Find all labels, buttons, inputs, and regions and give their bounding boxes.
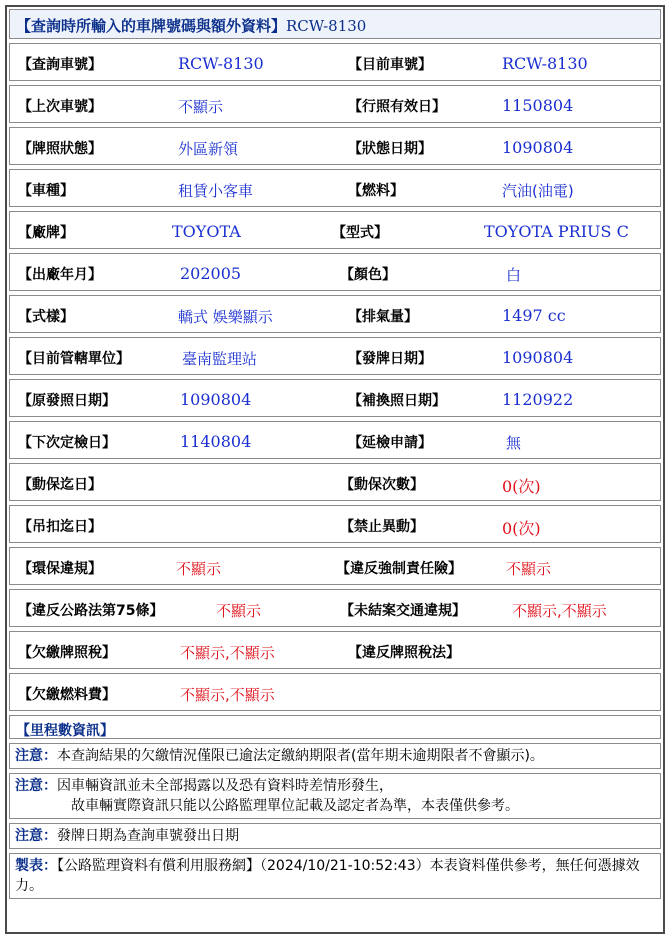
row-original-issue-date xyxy=(9,379,661,417)
value-color: 白 xyxy=(506,266,522,284)
note-tabulation xyxy=(9,853,661,899)
row-suspension xyxy=(9,505,661,543)
label-unpaid-fuel-fee: 【欠繳燃料費】 xyxy=(18,687,116,703)
label-vehicle-type: 【車種】 xyxy=(18,183,74,199)
value-environment-violation: 不顯示 xyxy=(176,560,222,578)
row-highway-law xyxy=(9,589,661,627)
row-body-style xyxy=(9,295,661,333)
label-open-traffic-violations: 【未結案交通違規】 xyxy=(340,603,466,619)
value-brand: TOYOTA xyxy=(172,222,241,241)
row-environment-violation xyxy=(9,547,661,585)
row-unpaid-license-tax xyxy=(9,631,661,669)
row-query-plate xyxy=(9,43,661,81)
value-issue-date: 1090804 xyxy=(502,348,574,367)
label-previous-plate: 【上次車號】 xyxy=(18,99,102,115)
row-vehicle-type xyxy=(9,169,661,207)
label-chattel-mortgage-count: 【動保次數】 xyxy=(340,477,424,493)
row-brand xyxy=(9,211,661,249)
label-reissue-date: 【補換照日期】 xyxy=(348,393,446,409)
label-original-issue-date: 【原發照日期】 xyxy=(18,393,116,409)
note-disclosure-text: 因車輛資訊並未全部揭露以及恐有資料時差情形發生， xyxy=(57,778,393,794)
note-disclosure-prefix: 注意： xyxy=(15,778,57,794)
value-chattel-mortgage-count: 0(次) xyxy=(502,477,541,496)
label-license-valid-date: 【行照有效日】 xyxy=(348,99,446,115)
label-body-style: 【式樣】 xyxy=(18,309,74,325)
note-overdue-prefix: 注意： xyxy=(15,748,57,764)
report-title-bar xyxy=(9,9,661,39)
label-license-tax-violation: 【違反牌照稅法】 xyxy=(348,645,460,661)
label-displacement: 【排氣量】 xyxy=(348,309,418,325)
value-reissue-date: 1120922 xyxy=(502,390,574,409)
label-insurance-violation: 【違反強制責任險】 xyxy=(336,561,462,577)
row-next-inspection xyxy=(9,421,661,459)
value-inspection-extension: 無 xyxy=(506,434,522,452)
note-issue-date xyxy=(9,823,661,849)
value-highway-law-75: 不顯示 xyxy=(216,602,262,620)
value-jurisdiction: 臺南監理站 xyxy=(182,350,258,368)
label-brand: 【廠牌】 xyxy=(18,225,74,241)
row-manufacture-date xyxy=(9,253,661,291)
note-issue-date-prefix: 注意： xyxy=(15,828,57,844)
note-disclosure xyxy=(9,773,661,819)
value-displacement: 1497 cc xyxy=(502,306,566,325)
note-tabulation-prefix: 製表： xyxy=(15,858,57,874)
label-highway-law-75: 【違反公路法第75條】 xyxy=(18,603,164,619)
label-query-plate: 【查詢車號】 xyxy=(18,57,102,73)
vehicle-report-panel xyxy=(5,5,665,934)
value-current-plate: RCW-8130 xyxy=(502,54,588,73)
row-previous-plate xyxy=(9,85,661,123)
value-vehicle-type: 租賃小客車 xyxy=(178,182,254,200)
report-title-label: 【查詢時所輸入的車牌號碼與額外資料】 xyxy=(16,17,287,35)
value-insurance-violation: 不顯示 xyxy=(506,560,552,578)
label-fuel: 【燃料】 xyxy=(348,183,404,199)
note-issue-date-text: 發牌日期為查詢車號發出日期 xyxy=(57,828,239,844)
report-title-plate: RCW-8130 xyxy=(286,17,367,35)
label-transfer-ban: 【禁止異動】 xyxy=(340,519,424,535)
note-tabulation-text: 【公路監理資料有償利用服務網】（2024/10/21-10:52:43）本表資料僅供參考，無任何憑據效力。 xyxy=(15,858,640,894)
row-plate-status xyxy=(9,127,661,165)
note-disclosure-text-2: 故車輛實際資訊只能以公路監理單位記載及認定者為準，本表僅供參考。 xyxy=(71,798,519,814)
row-jurisdiction xyxy=(9,337,661,375)
label-unpaid-license-tax: 【欠繳牌照稅】 xyxy=(18,645,116,661)
label-next-inspection: 【下次定檢日】 xyxy=(18,435,116,451)
label-plate-status: 【牌照狀態】 xyxy=(18,141,102,157)
value-fuel: 汽油(油電) xyxy=(502,182,574,200)
value-next-inspection: 1140804 xyxy=(180,432,252,451)
label-inspection-extension: 【延檢申請】 xyxy=(348,435,432,451)
label-model: 【型式】 xyxy=(332,225,388,241)
row-chattel-mortgage xyxy=(9,463,661,501)
label-issue-date: 【發牌日期】 xyxy=(348,351,432,367)
note-overdue xyxy=(9,743,661,769)
label-current-plate: 【目前車號】 xyxy=(348,57,432,73)
value-unpaid-license-tax: 不顯示,不顯示 xyxy=(180,644,275,662)
report-title xyxy=(16,15,366,36)
label-jurisdiction: 【目前管轄單位】 xyxy=(18,351,130,367)
label-suspension-end: 【吊扣迄日】 xyxy=(18,519,102,535)
value-original-issue-date: 1090804 xyxy=(180,390,252,409)
value-manufacture-date: 202005 xyxy=(180,264,242,283)
label-chattel-mortgage-end: 【動保迄日】 xyxy=(18,477,102,493)
mileage-section-title: 【里程數資訊】 xyxy=(16,723,114,739)
row-unpaid-fuel-fee xyxy=(9,673,661,711)
note-overdue-text: 本查詢結果的欠繳情況僅限已逾法定繳納期限者(當年期未逾期限者不會顯示)。 xyxy=(57,748,544,764)
value-plate-status: 外區新領 xyxy=(178,140,239,158)
label-environment-violation: 【環保違規】 xyxy=(18,561,102,577)
value-previous-plate: 不顯示 xyxy=(178,98,224,116)
value-unpaid-fuel-fee: 不顯示,不顯示 xyxy=(180,686,275,704)
value-model: TOYOTA PRIUS C xyxy=(484,222,629,241)
label-status-date: 【狀態日期】 xyxy=(348,141,432,157)
value-transfer-ban: 0(次) xyxy=(502,519,541,538)
value-open-traffic-violations: 不顯示,不顯示 xyxy=(512,602,607,620)
value-body-style: 轎式 娛樂顯示 xyxy=(178,308,273,326)
value-license-valid-date: 1150804 xyxy=(502,96,574,115)
label-color: 【顏色】 xyxy=(340,267,396,283)
value-query-plate: RCW-8130 xyxy=(178,54,264,73)
mileage-section-header xyxy=(9,715,661,739)
value-status-date: 1090804 xyxy=(502,138,574,157)
label-manufacture-date: 【出廠年月】 xyxy=(18,267,102,283)
